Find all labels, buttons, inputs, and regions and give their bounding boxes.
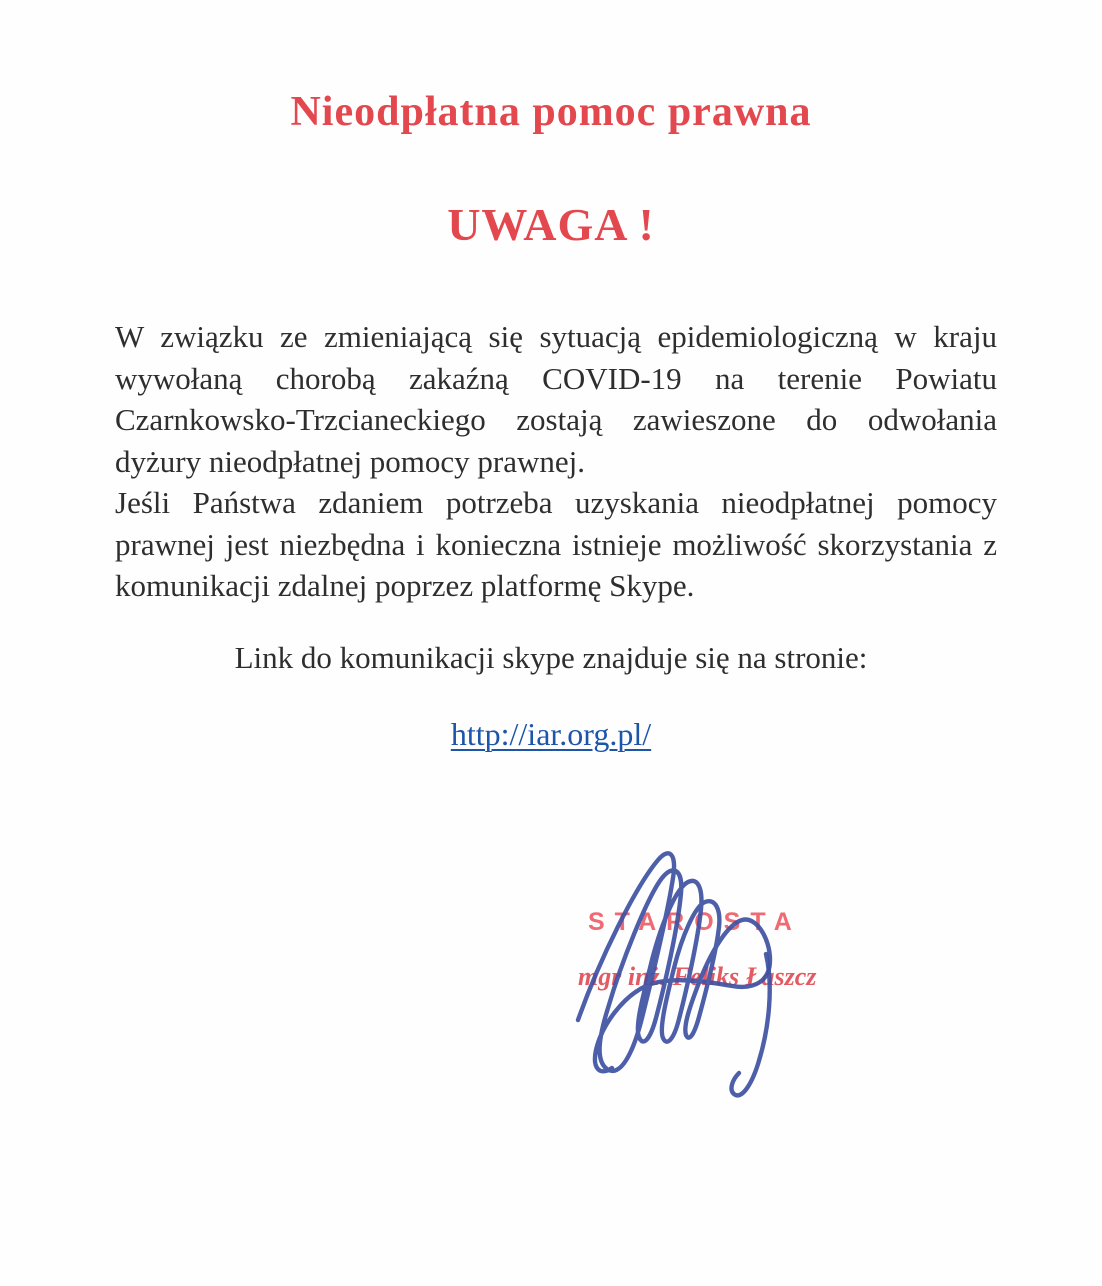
paragraph-covid-suspension: W związku ze zmieniającą się sytuacją epidemiologiczną w kraju wywołaną chorobą zakaźną COVID-19 na terenie Powiatu Czarnkowsko-Trzcianeckiego zostają zawieszone do odwołania dyżury nieodpłatnej pomocy prawnej.: [115, 319, 997, 479]
warning-heading: UWAGA !: [447, 199, 655, 250]
url-line: [0, 716, 1102, 753]
body-text-block: [115, 316, 997, 607]
starosta-stamp-name: mgr inż. Feliks Łaszcz: [578, 962, 817, 991]
document-title: Nieodpłatna pomoc prawna: [290, 89, 812, 135]
signature-ink: [540, 828, 825, 1118]
starosta-stamp-title: STAROSTA: [588, 908, 802, 936]
paragraph-skype-option: Jeśli Państwa zdaniem potrzeba uzyskania nieodpłatnej pomocy prawnej jest niezbędna i konieczna istnieje możliwość skorzystania z komunikacji zdalnej poprzez platformę Skype.: [115, 485, 997, 603]
iar-link[interactable]: http://iar.org.pl/: [450, 716, 652, 752]
link-intro-text: Link do komunikacji skype znajduje się na stronie:: [234, 640, 868, 675]
